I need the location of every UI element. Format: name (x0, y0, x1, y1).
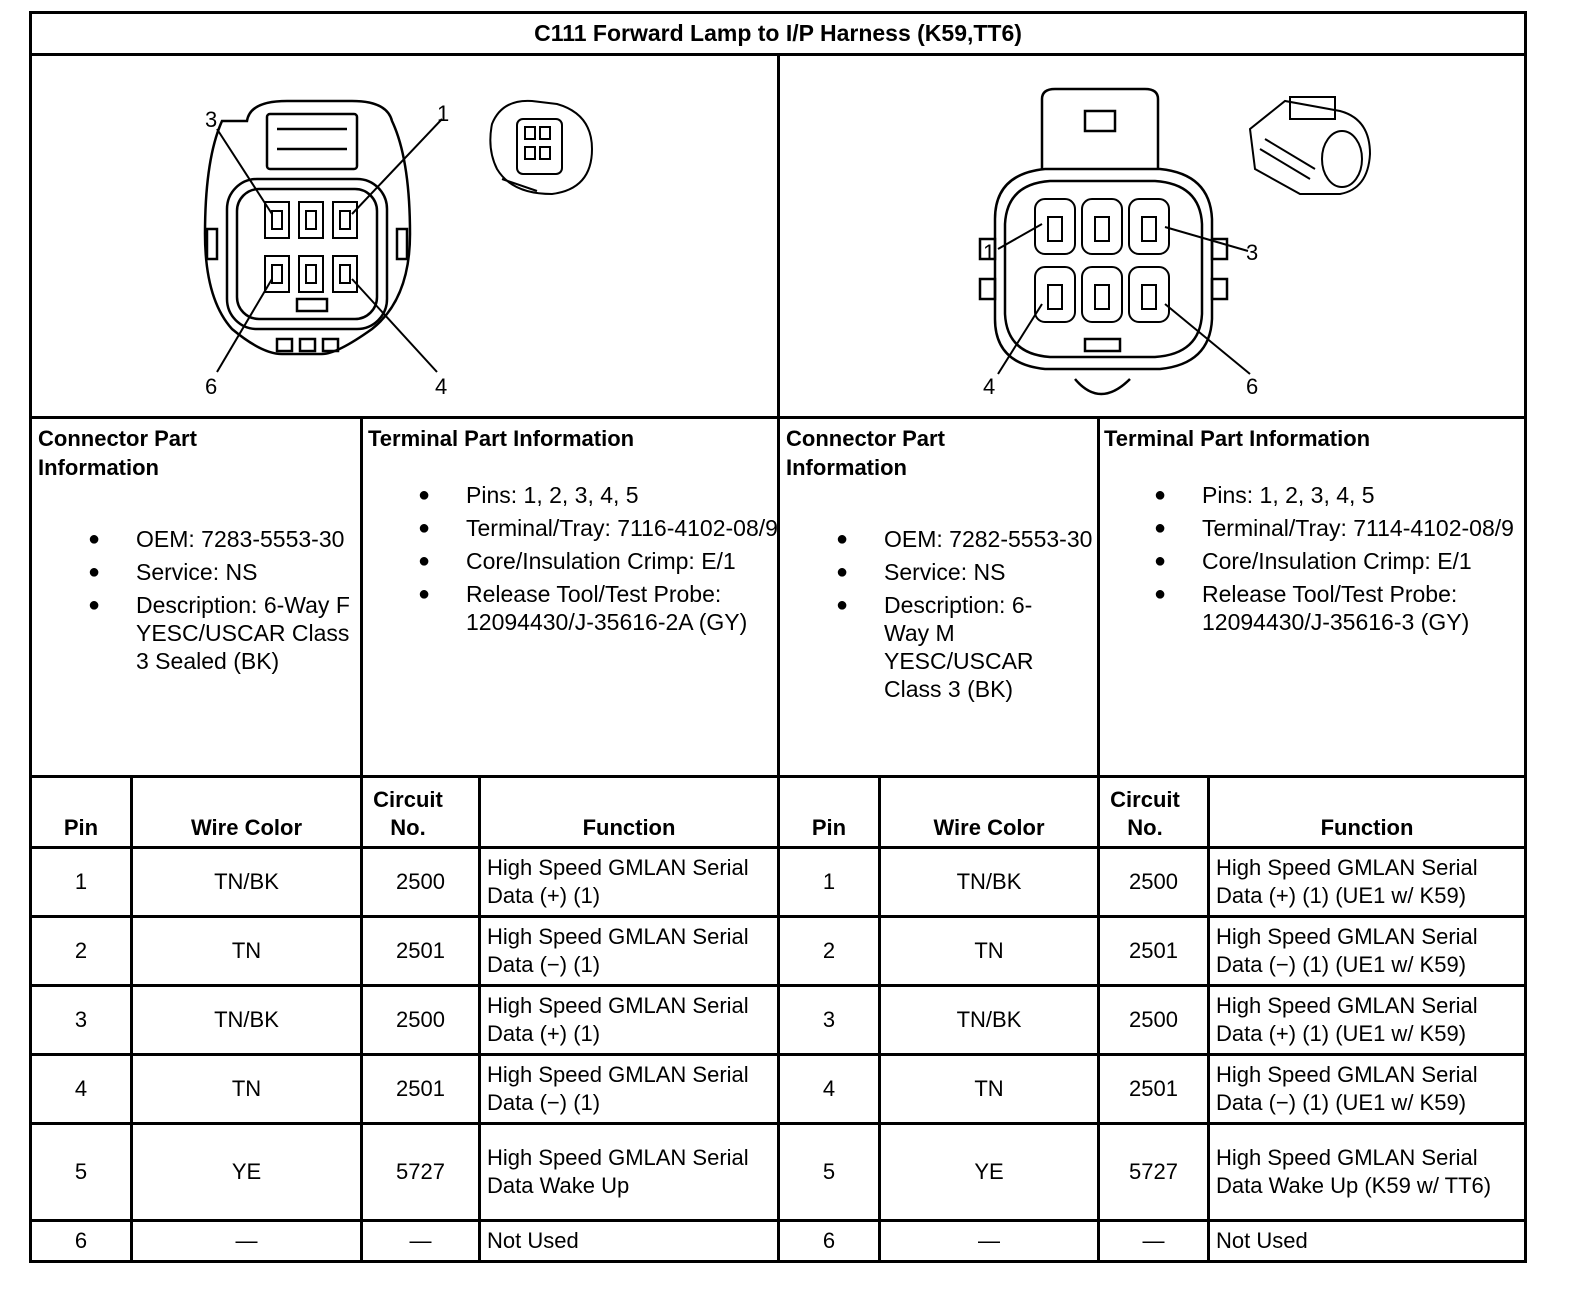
pin-label-1: 1 (437, 101, 450, 126)
list-item: ● Core/Insulation Crimp: E/1 (418, 548, 736, 574)
cell-circuit-no: — (409, 1228, 432, 1253)
terminal-heading: Terminal Part Information (1104, 426, 1371, 451)
right-connector-info (786, 424, 1096, 703)
cell-wire-color: YE (974, 1159, 1004, 1184)
cell-wire-color: TN (974, 1076, 1004, 1101)
cell-pin: 1 (822, 869, 836, 894)
cell-pin: 6 (74, 1228, 88, 1253)
connector-heading: Connector Part Information (786, 426, 945, 480)
cell-function: Not Used (1216, 1228, 1308, 1253)
cell-circuit-no: 2501 (1129, 938, 1178, 963)
header-circuit-no: Circuit No. (373, 787, 443, 840)
list-item: ● Service: NS (836, 559, 1006, 585)
cell-wire-color: TN/BK (214, 1007, 279, 1032)
divider-right-info (1097, 416, 1100, 778)
pin-label-6: 6 (1246, 374, 1259, 399)
cell-wire-color: — (235, 1228, 258, 1253)
cell-pin: 5 (74, 1159, 88, 1184)
header-pin: Pin (63, 815, 99, 840)
cell-circuit-no: 2501 (396, 938, 445, 963)
list-item: ● Description: 6-Way F YESC/USCAR Class 3 Sealed (BK) (88, 592, 350, 674)
cell-circuit-no: 2501 (396, 1076, 445, 1101)
header-circuit-no: Circuit No. (1110, 787, 1180, 840)
list-item: ● Release Tool/Test Probe: 12094430/J-35616-3 (GY) (1154, 581, 1470, 635)
divider-diagram-info (32, 416, 1524, 419)
cell-circuit-no: 2500 (1129, 869, 1178, 894)
header-function: Function (582, 815, 676, 840)
cell-wire-color: — (978, 1228, 1000, 1253)
cell-circuit-no: 2500 (396, 869, 445, 894)
list-item: ● Description: 6-Way M YESC/USCAR Class 3 (BK) (836, 592, 1034, 702)
female-connector-diagram (32, 59, 777, 416)
cell-function: High Speed GMLAN Serial Data (−) (1) (UE1 w/ K59) (1216, 924, 1478, 977)
male-connector-diagram (780, 59, 1524, 416)
cell-wire-color: YE (231, 1159, 262, 1184)
list-item: ● Terminal/Tray: 7116-4102-08/9 (418, 515, 778, 541)
right-terminal-info (1104, 424, 1522, 636)
cell-circuit-no: 2500 (396, 1007, 445, 1032)
left-terminal-info (368, 424, 778, 636)
cell-wire-color: TN (231, 1076, 262, 1101)
list-item: ● OEM: 7282-5553-30 (836, 526, 1093, 552)
cell-wire-color: TN (974, 938, 1004, 963)
cell-function: High Speed GMLAN Serial Data (−) (1) (487, 924, 749, 977)
cell-pin: 4 (822, 1076, 836, 1101)
cell-wire-color: TN/BK (956, 1007, 1022, 1032)
cell-function: High Speed GMLAN Serial Data (+) (1) (487, 993, 749, 1046)
cell-wire-color: TN/BK (214, 869, 279, 894)
list-item: ● OEM: 7283-5553-30 (88, 526, 345, 552)
cell-pin: 3 (74, 1007, 88, 1032)
cell-wire-color: TN (231, 938, 262, 963)
connector-sheet (29, 11, 1527, 1263)
cell-pin: 4 (74, 1076, 88, 1101)
cell-pin: 2 (822, 938, 836, 963)
header-wire-color: Wire Color (933, 815, 1045, 840)
cell-circuit-no: — (1142, 1228, 1165, 1253)
header-pin: Pin (811, 815, 847, 840)
terminal-heading: Terminal Part Information (368, 426, 635, 451)
list-item: ● Pins: 1, 2, 3, 4, 5 (1154, 482, 1375, 508)
cell-pin: 5 (822, 1159, 836, 1184)
divider-left-info (360, 416, 363, 778)
cell-function: High Speed GMLAN Serial Data (−) (1) (UE1 w/ K59) (1216, 1062, 1478, 1115)
pin-label-6: 6 (205, 374, 218, 399)
list-item: ● Pins: 1, 2, 3, 4, 5 (418, 482, 639, 508)
cell-wire-color: TN/BK (956, 869, 1022, 894)
cell-circuit-no: 2500 (1129, 1007, 1178, 1032)
header-wire-color: Wire Color (190, 815, 303, 840)
cell-pin: 6 (822, 1228, 836, 1253)
list-item: ● Terminal/Tray: 7114-4102-08/9 (1154, 515, 1514, 541)
cell-function: High Speed GMLAN Serial Data (+) (1) (UE1 w/ K59) (1216, 855, 1478, 908)
header-function: Function (1320, 815, 1414, 840)
cell-function: High Speed GMLAN Serial Data (+) (1) (UE1 w/ K59) (1216, 993, 1478, 1046)
cell-circuit-no: 5727 (1129, 1159, 1178, 1184)
pin-label-3: 3 (205, 107, 218, 132)
cell-function: High Speed GMLAN Serial Data Wake Up (K59 w/ TT6) (1216, 1145, 1492, 1198)
list-item: ● Core/Insulation Crimp: E/1 (1154, 548, 1472, 574)
pin-label-4: 4 (435, 374, 448, 399)
cell-pin: 1 (74, 869, 88, 894)
cell-function: Not Used (487, 1228, 579, 1253)
cell-function: High Speed GMLAN Serial Data Wake Up (487, 1145, 749, 1198)
list-item: ● Release Tool/Test Probe: 12094430/J-35616-2A (GY) (418, 581, 748, 635)
page-title: C111 Forward Lamp to I/P Harness (K59,TT6) (32, 14, 1524, 56)
cell-pin: 3 (822, 1007, 836, 1032)
pin-label-1: 1 (983, 240, 996, 265)
list-item: ● Service: NS (88, 559, 258, 585)
cell-pin: 2 (74, 938, 88, 963)
pin-label-4: 4 (983, 374, 996, 399)
connector-heading: Connector Part Information (38, 426, 197, 480)
cell-circuit-no: 5727 (396, 1159, 445, 1184)
cell-circuit-no: 2501 (1129, 1076, 1178, 1101)
cell-function: High Speed GMLAN Serial Data (+) (1) (487, 855, 749, 908)
left-connector-info (38, 424, 358, 675)
pin-label-3: 3 (1246, 240, 1259, 265)
cell-function: High Speed GMLAN Serial Data (−) (1) (487, 1062, 749, 1115)
